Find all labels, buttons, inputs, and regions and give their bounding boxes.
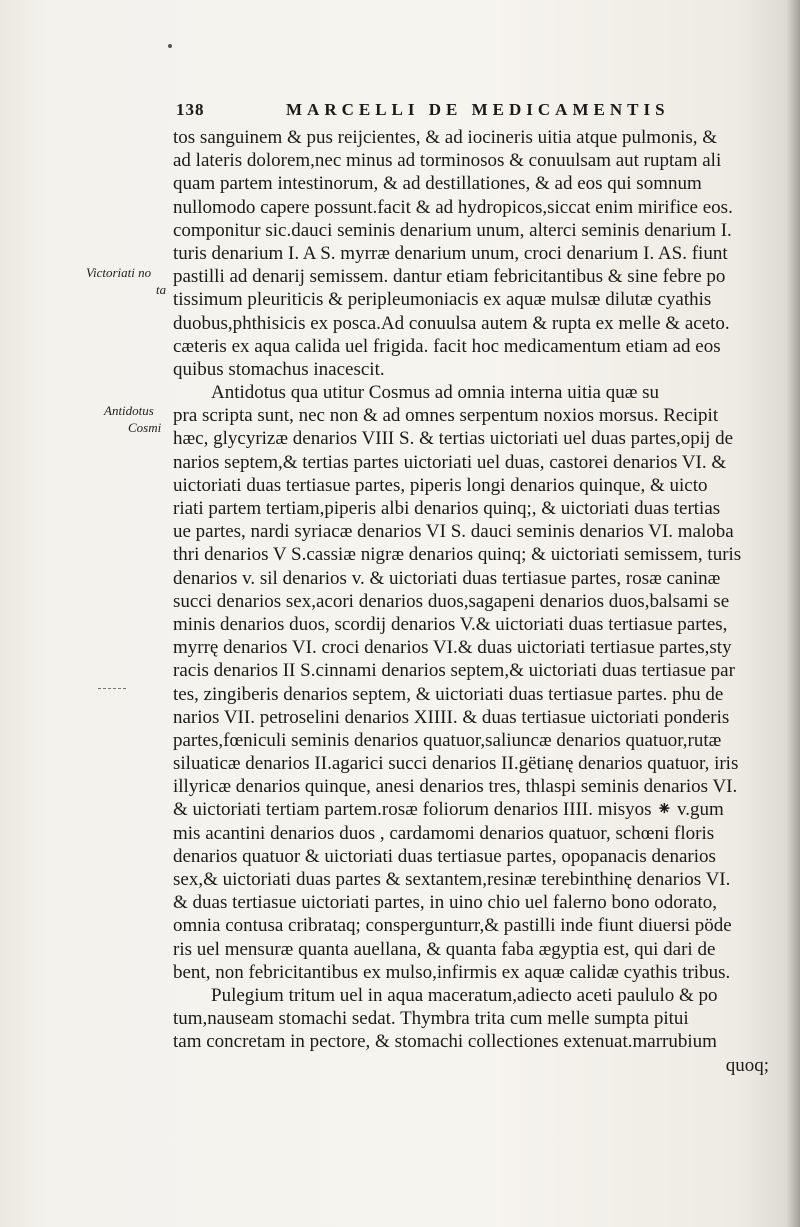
text-line: riati partem tertiam,piperis albi denarios quinq;, & uictoriati duas tertias [173, 498, 721, 519]
text-line: succi denarios sex,acori denarios duos,sagapeni denarios duos,balsami se [173, 590, 730, 612]
text-line: ris uel mensuræ quanta auellana, & quanta faba ægyptia est, qui dari de [173, 938, 716, 960]
marginal-note-line: Cosmi [128, 420, 162, 435]
text-line: hæc, glycyrizæ denarios VIII S. & tertias uictoriati uel duas partes,opij de [173, 428, 734, 450]
text-line: turis denarium I. A S. myrræ denarium unum, croci denarium I. AS. fiunt [173, 242, 728, 264]
text-line: illyricæ denarios quinque, anesi denarios tres, thlaspi seminis denarios VI. [173, 776, 738, 798]
text-line: siluaticæ denarios II.agarici succi denarios II.gëtianę denarios quatuor, iris [173, 753, 739, 775]
text-line: tes, zingiberis denarios septem, & uictoriati duas tertiasue partes. phu de [173, 683, 724, 705]
marginal-note-line: Victoriati no [86, 265, 152, 280]
text-line: pra scripta sunt, nec non & ad omnes serpentum noxios morsus. Recipit [173, 405, 719, 427]
ink-dot [168, 44, 172, 48]
text-line: tum,nauseam stomachi sedat. Thymbra trita cum melle sumpta pitui [173, 1008, 689, 1030]
marginal-note-victoriati [86, 264, 166, 298]
page-edge-shadow [786, 0, 800, 1227]
text-line: bent, non febricitantibus ex mulso,infirmis ex aquæ calidæ cyathis tribus. [173, 961, 731, 983]
text-line: partes,fœniculi seminis denarios quatuor,saliuncæ denarios quatuor,rutæ [173, 729, 722, 751]
text-line: & duas tertiasue uictoriati partes, in uino chio uel falerno bono odorato, [173, 892, 717, 914]
text-line: mis acantini denarios duos , cardamomi denarios quatuor, schœni floris [173, 822, 715, 844]
running-head: MARCELLI DE MEDICAMENTIS [286, 100, 670, 119]
text-line: nullomodo capere possunt.facit & ad hydropicos,siccat enim mirifice eos. [173, 196, 733, 218]
text-line: tos sanguinem & pus reijcientes, & ad iocineris uitia atque pulmonis, & [173, 127, 718, 148]
text-line: tam concretam in pectore, & stomachi collectiones extenuat.marrubium [173, 1031, 717, 1053]
text-line: quibus stomachus inacescit. [173, 358, 385, 380]
text-line: cæteris ex aqua calida uel frigida. facit hoc medicamentum etiam ad eos [173, 335, 721, 357]
text-line: denarios quatuor & uictoriati duas tertiasue partes, opopanacis denarios [173, 845, 716, 867]
margin-dash [98, 688, 128, 689]
body-text [173, 126, 773, 1077]
text-line: narios septem,& tertias partes uictoriati uel duas, castorei denarios VI. & [173, 451, 727, 473]
marginal-note-antidotus [104, 402, 161, 436]
text-line: pastilli ad denarij semissem. dantur etiam febricitantibus & sine febre po [173, 266, 726, 288]
text-line: thri denarios V S.cassiæ nigræ denarios quinq; & uictoriati semissem, turis [173, 544, 742, 566]
page-number: 138 [176, 100, 205, 119]
text-line: ue partes, nardi syriacæ denarios VI S. dauci seminis denarios VI. maloba [173, 521, 734, 543]
text-line: minis denarios duos, scordij denarios V.& uictoriati duas tertiasue partes, [173, 613, 728, 635]
text-line: duobus,phthisicis ex posca.Ad conuulsa autem & rupta ex melle & aceto. [173, 312, 730, 334]
text-line: tissimum pleuriticis & peripleumoniacis ex aquæ mulsæ dilutæ cyathis [173, 289, 712, 311]
text-line: omnia contusa cribrataq; conspergunturr,& pastilli inde fiunt diuersi pöde [173, 915, 732, 937]
text-line: componitur sic.dauci seminis denarium unum, alterci seminis denarium I. [173, 219, 732, 241]
text-line: & uictoriati tertiam partem.rosæ foliorum denarios IIII. misyos ⁕ v.gum [173, 799, 724, 821]
text-line: ad lateris dolorem,nec minus ad torminosos & conuulsam aut ruptam ali [173, 150, 722, 172]
text-line: narios VII. petroselini denarios XIIII. & duas tertiasue uictoriati ponderis [173, 706, 730, 728]
text-line: uictoriati duas tertiasue partes, piperis longi denarios quinque, & uicto [173, 474, 708, 496]
text-line: myrrę denarios VI. croci denarios VI.& duas uictoriati tertiasue partes,sty [173, 637, 732, 659]
page-header [176, 100, 670, 124]
text-line: quam partem intestinorum, & ad destillationes, & ad eos qui somnum [173, 173, 702, 195]
catchword: quoq; [725, 1054, 769, 1076]
text-line: sex,& uictoriati duas partes & sextantem,resinæ terebinthinę denarios VI. [173, 869, 731, 890]
text-line-paragraph-start: Antidotus qua utitur Cosmus ad omnia interna uitia quæ su [211, 382, 660, 404]
marginal-note-line: ta [156, 282, 167, 297]
text-line: racis denarios II S.cinnami denarios septem,& uictoriati duas tertiasue par [173, 660, 735, 682]
text-line-paragraph-start: Pulegium tritum uel in aqua maceratum,adiecto aceti paululo & po [211, 984, 718, 1006]
text-line: denarios v. sil denarios v. & uictoriati duas tertiasue partes, rosæ caninæ [173, 567, 721, 589]
marginal-note-line: Antidotus [104, 403, 154, 418]
